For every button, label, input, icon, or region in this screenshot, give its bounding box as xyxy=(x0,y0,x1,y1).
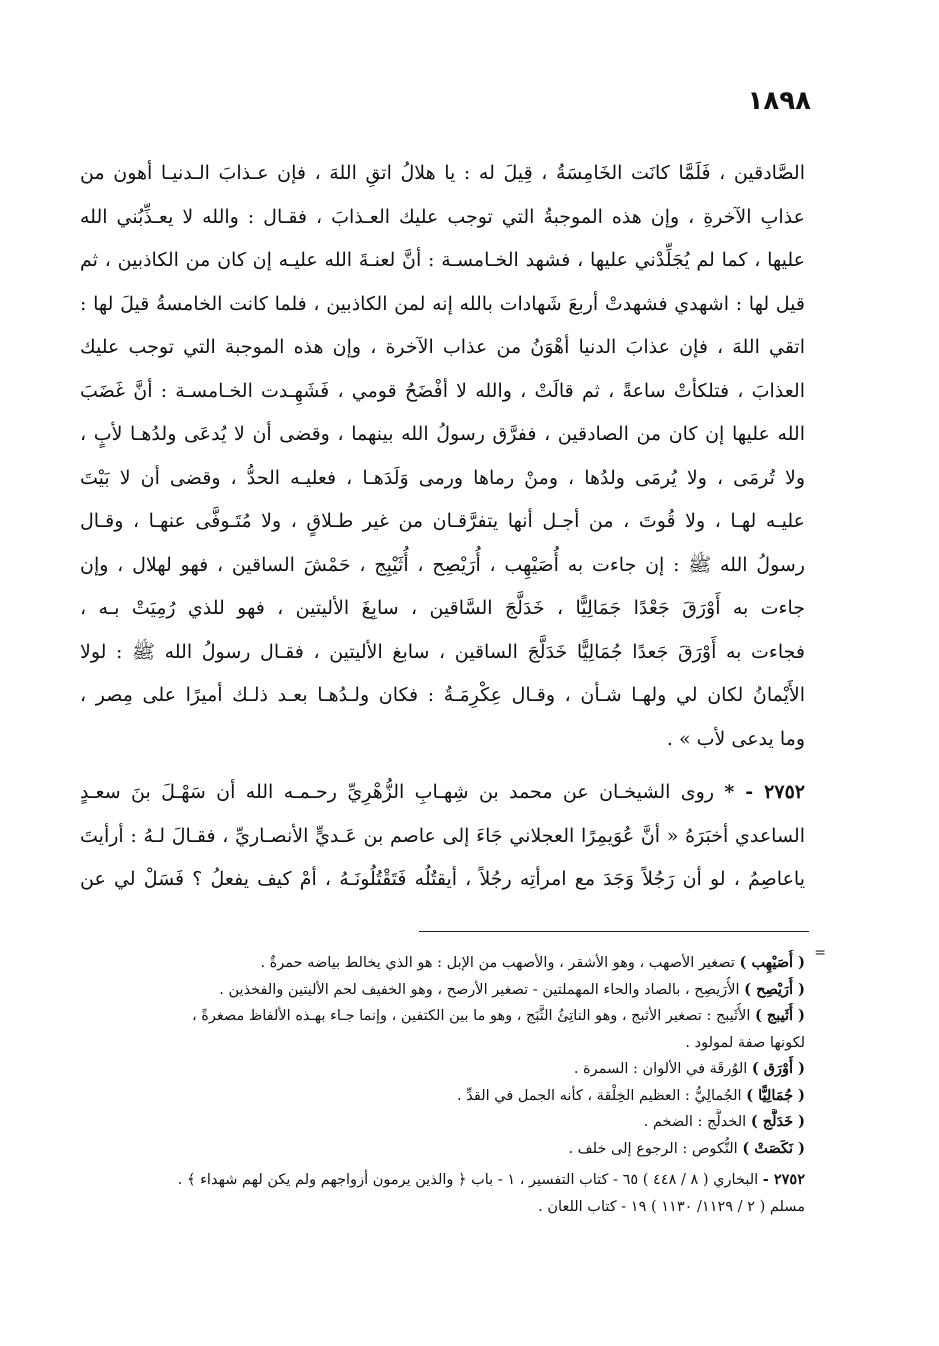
footnote-text: الأُثَيبج : تصغير الأثبج ، وهو الناتِئُ الثَّبَج ، وهو ما بين الكتفين ، وإنما جـاء بهـذه الألفاظ مصغرةً ، xyxy=(192,1008,755,1024)
source-text: البخاري ( ٨ / ٤٤٨ ) ٦٥ - كتاب التفسير ، ١ - باب ﴿ والذين يرمون أزواجهم ولم يكن لهم شهداء ﴾ . xyxy=(177,1172,763,1188)
margin-mark: = xyxy=(814,945,826,961)
footnote xyxy=(80,1056,805,1083)
text-line: الساعدي أخبَرَهُ « أنَّ عُوَيمِرًا العجلاني جَاءَ إلى عاصم بن عَـديٍّ الأنصـاريِّ ، فقـالَ لـهُ : أرأيتَ xyxy=(80,824,805,847)
footnote-text: الوُرقَة في الألوان : السمرة . xyxy=(573,1061,752,1077)
text-line: اتقي اللهَ ، فإن عذابَ الدنيا أهْوَنُ من عذاب الآخرة ، وإن هذه الموجبة التي توجب عليك xyxy=(80,336,805,358)
footnote-term: ( أُصَيْهِب ) xyxy=(739,954,805,971)
footnote-term: ( أُثَيبج ) xyxy=(755,1007,805,1024)
source-number: ٢٧٥٢ - xyxy=(762,1171,805,1188)
text-line: ولا تُرمَى ، ولا يُرمَى ولدُها ، ومنْ رماها ورمى وَلَدَهـا ، فعليـه الحدُّ ، وقضى أن لا بَيْتَ xyxy=(80,466,805,489)
footnote xyxy=(80,1003,805,1030)
hadith-number: ٢٧٥٢ - * xyxy=(724,781,805,803)
paragraph-gap xyxy=(80,761,805,771)
source-line xyxy=(80,1166,805,1194)
footnote xyxy=(80,977,805,1004)
text-line: الأَيْمانُ لكان لي ولهـا شـأن ، وقـال عِكْرِمَـةُ : فكان ولـدُهـا بعـد ذلـك أميرًا على مِصر ، xyxy=(80,684,805,706)
footnote xyxy=(80,1136,805,1163)
footnote xyxy=(80,1109,805,1136)
text-line: عليـه لهـا ، ولا قُوتَ ، من أجـل أنها يتفرَّقـان من غير طـلاقٍ ، ولا مُتَـوفَّى عنهـا ، وقـال xyxy=(80,510,805,532)
footnote-text: الجُمالِيُّ : العظيم الخِلْقة ، كأنه الجمل في القدِّ . xyxy=(457,1087,747,1104)
footnote xyxy=(80,1083,805,1110)
text-line: العذابَ ، فتلكأتْ ساعةً ، ثم قالَتْ ، والله لا أفْضَحُ قومي ، فَشَهِـدت الخـامسـة : أنَّ غَضَبَ xyxy=(80,379,805,402)
footnotes-section xyxy=(80,950,805,1221)
sources-block xyxy=(80,1166,805,1221)
text-line: قيل لها : اشهدي فشهدتْ أربعَ شَهادات بالله إنه لمن الكاذبين ، فلما كانت الخامسةُ قيلَ لها : xyxy=(80,292,805,315)
footnote-continuation xyxy=(80,1030,805,1057)
text-line: ياعاصِمُ ، لو أن رَجُلاً وَجَدَ مع امرأتِه رجُلاً ، أيقتُلُه فَتَقْتُلُونَـهُ ، أمْ كيف يفعلُ ؟ فَسَلْ لي عن xyxy=(80,868,805,890)
text-line: عذابِ الآخرةِ ، وإن هذه الموجبةُ التي توجب عليك العـذابَ ، فقـال : والله لا يعـذِّبُني الله xyxy=(80,205,805,228)
footnote-term: ( جُمَالِيًّا ) xyxy=(746,1086,805,1104)
text-line: وما يدعى لأب » . xyxy=(666,727,805,750)
hadith-line-text: روى الشيخـان عن محمد بن شِهـابِ الزُّهْرِيِّ رحـمـه الله أن سَهْـلَ بنَ سعـدٍ xyxy=(80,781,715,803)
hadith-first-line xyxy=(80,771,805,815)
page-number: ١٨٩٨ xyxy=(747,86,811,116)
footnote-text: النُّكوص : الرجوع إلى خلف . xyxy=(568,1140,743,1157)
footnote-text: الأُرَيصِح ، بالصاد والحاء المهملتين - تصغير الأرصح ، وهو الخفيف لحم الأليتين والفخذين . xyxy=(219,981,745,998)
footnote-text: الخدلَّج : الضخم . xyxy=(643,1114,751,1130)
text-line: الله عليها إن كان من الصادقين ، ففرَّق رسولُ الله بينهما ، وقضى أن لا يُدعَى ولدُهـا لأبٍ ، xyxy=(80,423,805,445)
text-line: جاءت به أَوْرَقَ جَعْدًا جَمَالِيًّا ، خَدَلَّجَ السَّاقين ، سابِغَ الأليتين ، فهو للذي رُمِيَتْ بـه ، xyxy=(80,597,805,619)
footnote-term: ( أَوْرَق ) xyxy=(751,1060,805,1077)
source-line: مسلم ( ٢ / ١١٢٩/ ١١٣٠ ) ١٩ - كتاب اللعان . xyxy=(538,1199,805,1215)
footnote-text: تصغير الأصهب ، وهو الأشقر ، والأصهب من الإبل : هو الذي يخالط بياضه حمرةٌ . xyxy=(260,955,740,971)
text-line: عليها ، كما لم يُجَلِّدْني عليها ، فشهد الخـامسـة : أنَّ لعنـةَ الله عليـه إن كان من الكاذبين ، ثم xyxy=(80,249,805,271)
footnote-term: ( أُرَيْصِح ) xyxy=(744,980,805,998)
footnote-term: ( خَدَلَّج ) xyxy=(750,1113,805,1130)
text-line: الصَّادقين ، فَلَمَّا كانَت الخَامِسَةُ ، قِيلَ له : يا هلالُ اتقِ اللهَ ، فإن عـذابَ الـدنيـا أهون من xyxy=(80,162,805,184)
text-line: فجاءت به أَوْرَقَ جَعدًا جُمَالِيًّا خَدَلَّجَ الساقين ، سابغ الأليتين ، فقـال رسولُ الله ﷺ : لولا xyxy=(80,640,805,663)
text-line: رسولُ الله ﷺ : إن جاءت به أُصَيْهِب ، أُرَيْصِح ، أُثَيْبِج ، حَمْشَ الساقين ، فهو لهلال ، وإن xyxy=(80,553,805,576)
footnote-divider xyxy=(419,931,809,932)
footnote-term: ( نَكَصَتْ ) xyxy=(742,1139,805,1157)
footnote-text: لكونها صفة لمولود . xyxy=(685,1034,805,1051)
main-text-body xyxy=(80,152,805,902)
footnote xyxy=(80,950,805,977)
